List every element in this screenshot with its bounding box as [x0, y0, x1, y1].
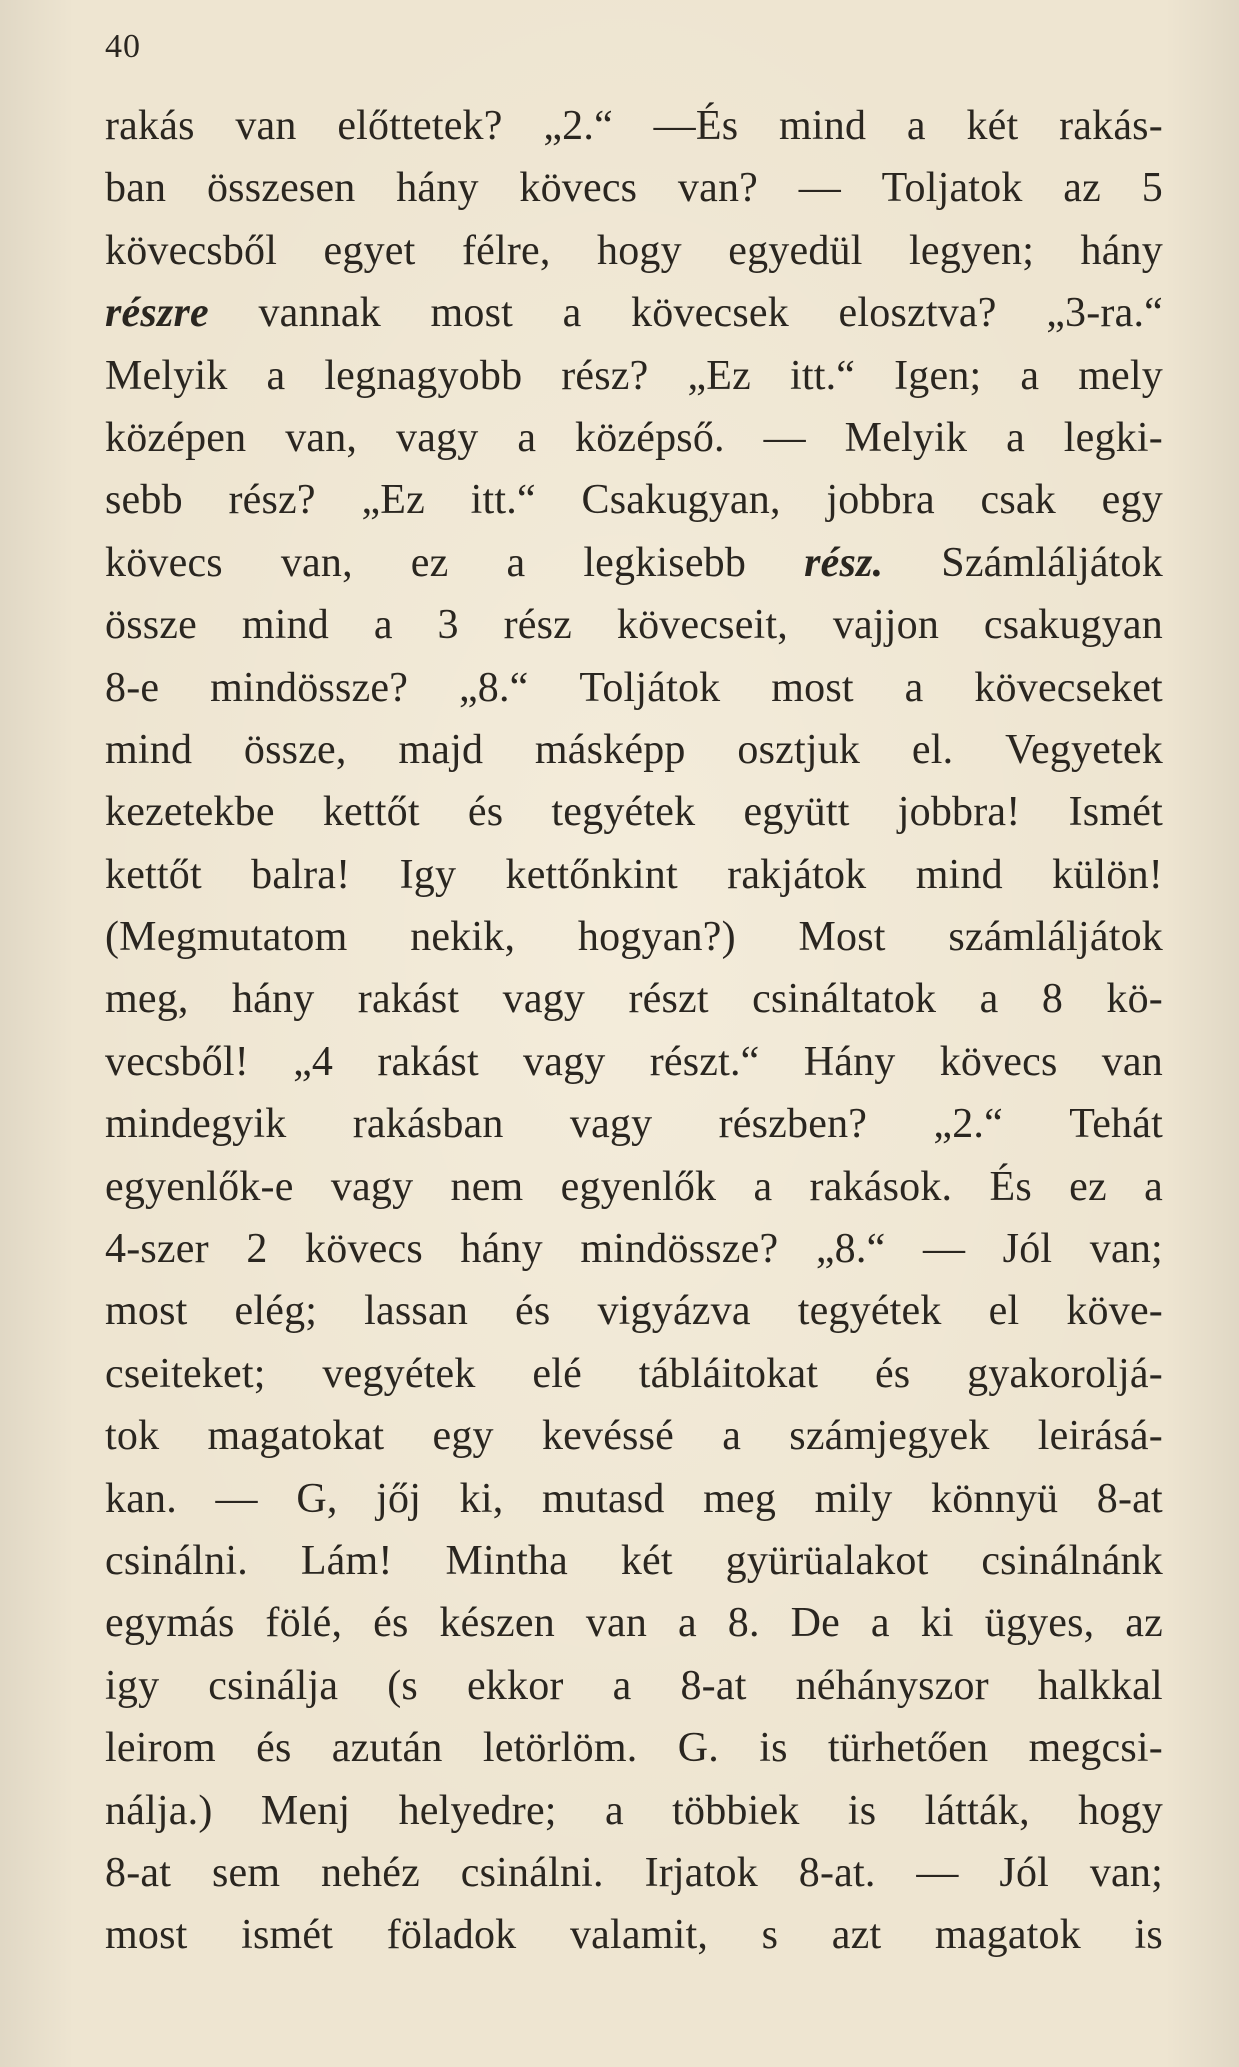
- word: Vegyetek: [1005, 726, 1163, 773]
- word: van?: [677, 165, 758, 212]
- word: —: [916, 1849, 959, 1896]
- word: ki: [920, 1600, 954, 1647]
- word: van: [585, 1600, 648, 1647]
- word: itt.“: [789, 352, 856, 399]
- text-line: [105, 1599, 1163, 1661]
- word: készen: [439, 1600, 555, 1647]
- word: legyen;: [909, 227, 1035, 274]
- text-line: [105, 1412, 1163, 1474]
- word: „2.“: [933, 1101, 1003, 1148]
- word: rakásban: [352, 1101, 504, 1148]
- word: elosztva?: [838, 290, 997, 337]
- word: a: [722, 1413, 742, 1460]
- word: a: [753, 1163, 773, 1210]
- word: vagy: [396, 414, 479, 461]
- word: előttetek?: [337, 103, 503, 149]
- word: kövecs: [305, 1226, 423, 1273]
- word: mindössze?: [580, 1226, 779, 1273]
- word: most: [105, 1288, 188, 1335]
- word: fölé,: [265, 1600, 343, 1647]
- word: mind: [241, 602, 329, 649]
- word: két: [620, 1537, 673, 1584]
- word: a: [604, 1787, 624, 1834]
- word: 8-at: [1096, 1475, 1163, 1522]
- word: „3-ra.“: [1046, 290, 1163, 337]
- word: hány: [1080, 227, 1163, 274]
- word: és: [515, 1288, 551, 1335]
- word: rész?: [561, 352, 649, 399]
- word: az: [1125, 1600, 1163, 1647]
- word: „Ez: [687, 352, 752, 399]
- word: tegyétek: [797, 1288, 942, 1335]
- word: kövecsből: [105, 227, 278, 274]
- text-line: [105, 788, 1163, 850]
- word: Melyik: [105, 352, 228, 399]
- word: És: [989, 1163, 1032, 1210]
- word: kettőt: [322, 789, 420, 836]
- word: Számláljátok: [941, 539, 1163, 586]
- text-line: [105, 414, 1163, 476]
- text-line: [105, 289, 1163, 351]
- word: valamit,: [569, 1912, 709, 1959]
- word: kevéssé: [541, 1413, 674, 1460]
- word: a: [906, 103, 926, 149]
- word: a: [562, 290, 582, 337]
- word: a: [373, 602, 393, 649]
- word: mely: [1078, 352, 1163, 399]
- word: „2.“: [543, 103, 613, 149]
- word: most: [771, 664, 854, 711]
- word: vecsből!: [105, 1038, 249, 1085]
- text-line: [105, 1475, 1163, 1537]
- word: mutasd: [542, 1475, 665, 1522]
- text-line: [105, 726, 1163, 788]
- word: hogy: [597, 227, 682, 274]
- word: balra!: [251, 851, 351, 898]
- word: hány: [396, 165, 479, 212]
- word: csakugyan: [983, 602, 1163, 649]
- word: 3: [437, 602, 459, 649]
- word: ki,: [459, 1475, 504, 1522]
- word: legnagyobb: [324, 352, 523, 399]
- word: kövecs: [105, 539, 223, 586]
- word: számjegyek: [789, 1413, 990, 1460]
- word: Igy: [399, 851, 457, 898]
- word: kövecsek: [631, 290, 789, 337]
- word: rakások.: [809, 1163, 953, 1210]
- word: rakást: [377, 1038, 479, 1085]
- word: osztjuk: [737, 726, 861, 773]
- word: meg,: [105, 976, 189, 1023]
- text-line: [105, 1537, 1163, 1599]
- word: jobbra!: [897, 789, 1021, 836]
- word: is: [759, 1725, 788, 1772]
- word: mindössze?: [210, 664, 409, 711]
- word: a: [904, 664, 924, 711]
- word: el: [988, 1288, 1020, 1335]
- text-line: [105, 164, 1163, 226]
- word: vagy: [330, 1163, 414, 1210]
- word: mind: [915, 851, 1003, 898]
- word: tegyétek: [551, 789, 696, 836]
- word: —: [215, 1475, 258, 1522]
- word: azt: [831, 1912, 882, 1959]
- word: kövecs: [939, 1038, 1058, 1085]
- word: a: [1144, 1163, 1163, 1210]
- word: Igen;: [894, 352, 982, 399]
- word: rész: [503, 602, 573, 649]
- word: Ismét: [1068, 789, 1163, 836]
- word: mindegyik: [105, 1101, 287, 1148]
- word: „Ez: [361, 477, 425, 524]
- word: is: [847, 1787, 877, 1834]
- word: mind: [779, 103, 867, 149]
- word: 5: [1141, 165, 1163, 212]
- word: gyürüalakot: [725, 1537, 929, 1584]
- word: mily: [814, 1475, 893, 1522]
- word: félre,: [461, 227, 551, 274]
- word: Irjatok: [644, 1849, 758, 1896]
- word: —És: [653, 103, 739, 149]
- text-line: [105, 1662, 1163, 1724]
- word: egyet: [323, 227, 416, 274]
- word: kezetekbe: [105, 789, 275, 836]
- word: ban: [105, 165, 167, 212]
- word: föladok: [386, 1912, 517, 1959]
- text-line: [105, 476, 1163, 538]
- word: vigyázva: [597, 1288, 751, 1335]
- word: és: [373, 1600, 409, 1647]
- word: Mintha: [445, 1537, 568, 1584]
- word: a: [517, 414, 537, 461]
- word: s: [761, 1912, 779, 1959]
- text-line: [105, 102, 1163, 164]
- word: látták,: [924, 1787, 1030, 1834]
- word: ez: [1069, 1163, 1107, 1210]
- word: nekik,: [410, 914, 516, 961]
- word: G.: [677, 1725, 719, 1772]
- word: egyedül: [728, 227, 863, 274]
- word: másképp: [534, 726, 686, 773]
- word: legkisebb: [583, 539, 747, 586]
- word: G,: [296, 1475, 338, 1522]
- word: —: [922, 1226, 966, 1273]
- text-line: [105, 664, 1163, 726]
- word: vannak: [258, 290, 381, 337]
- word: 8.: [727, 1600, 760, 1647]
- word: vagy: [523, 1038, 606, 1085]
- word: itt.“: [470, 477, 536, 524]
- word: egymás: [105, 1600, 235, 1647]
- word: kettőnkint: [505, 851, 678, 898]
- word: csinálja: [208, 1662, 339, 1709]
- word: számláljátok: [948, 914, 1163, 961]
- word: a: [870, 1600, 890, 1647]
- word: Hány: [803, 1038, 896, 1085]
- word: vagy: [502, 976, 586, 1023]
- word: van: [235, 103, 297, 149]
- word: is: [1134, 1912, 1163, 1959]
- page-number: 40: [105, 28, 141, 65]
- word: Jól: [999, 1849, 1050, 1896]
- word: „8.“: [458, 664, 529, 711]
- word: kö-: [1106, 976, 1163, 1023]
- word: —: [763, 414, 806, 461]
- text-line: [105, 1350, 1163, 1412]
- word: De: [790, 1600, 840, 1647]
- word: össze: [105, 602, 197, 649]
- word: türhetően: [827, 1725, 989, 1772]
- word: egy: [432, 1413, 494, 1460]
- text-line: [105, 1038, 1163, 1100]
- text-line: [105, 1724, 1163, 1786]
- word: kövecs: [519, 165, 638, 212]
- word: az: [1063, 165, 1101, 212]
- word: hány: [460, 1226, 543, 1273]
- word: a: [979, 976, 999, 1023]
- word: kövecseket: [974, 664, 1163, 711]
- word: hány: [231, 976, 315, 1023]
- word: gyakoroljá-: [967, 1350, 1163, 1397]
- word: csináltatok: [752, 976, 937, 1023]
- word: középen: [105, 414, 247, 461]
- text-line: [105, 1287, 1163, 1349]
- word: (Megmutatom: [105, 914, 348, 961]
- word: a: [266, 352, 286, 399]
- word: Menj: [260, 1787, 351, 1834]
- text-line: [105, 1849, 1163, 1911]
- word: helyedre;: [398, 1787, 557, 1834]
- word: néhányszor: [795, 1662, 989, 1709]
- word: a: [1006, 414, 1025, 461]
- word: köve-: [1066, 1288, 1163, 1335]
- word: jőj: [376, 1475, 422, 1522]
- text-line: [105, 913, 1163, 975]
- word: van;: [1089, 1226, 1163, 1273]
- word: nálja.): [105, 1787, 213, 1834]
- text-line: [105, 1100, 1163, 1162]
- word: 8-at.: [798, 1849, 876, 1896]
- text-line: [105, 352, 1163, 414]
- text-line: [105, 975, 1163, 1037]
- word: 8-at: [105, 1849, 172, 1896]
- word: kan.: [105, 1475, 177, 1522]
- word: nem: [450, 1163, 524, 1210]
- word: 8-e: [105, 664, 160, 711]
- text-line: [105, 1787, 1163, 1849]
- word: Melyik: [844, 414, 968, 461]
- word: megcsi-: [1028, 1725, 1163, 1772]
- text-line: [105, 1911, 1163, 1973]
- word: Csakugyan,: [581, 477, 781, 524]
- word: középső.: [575, 414, 725, 461]
- word: azután: [331, 1725, 443, 1772]
- word: könnyü: [931, 1475, 1059, 1522]
- word: vagy: [569, 1101, 653, 1148]
- word: Toljátok: [579, 664, 721, 711]
- word: lassan: [364, 1288, 469, 1335]
- word: ekkor: [466, 1662, 564, 1709]
- word: halkkal: [1037, 1662, 1163, 1709]
- word: van: [1101, 1038, 1163, 1085]
- word: „4: [293, 1038, 334, 1085]
- word: hogy: [1078, 1787, 1163, 1834]
- word: Most: [798, 914, 886, 961]
- word: többiek: [672, 1787, 800, 1834]
- word: külön!: [1052, 851, 1163, 898]
- word: mind: [105, 726, 193, 773]
- word: 8-at: [680, 1662, 747, 1709]
- word: két: [966, 103, 1019, 149]
- word: rész.: [804, 539, 884, 586]
- word: (s: [387, 1662, 418, 1709]
- word: és: [467, 789, 504, 836]
- word: sebb: [105, 477, 183, 524]
- word: kettőt: [105, 851, 202, 898]
- text-line: [105, 227, 1163, 289]
- word: összesen: [206, 165, 356, 212]
- word: együtt: [743, 789, 850, 836]
- word: letörlöm.: [482, 1725, 638, 1772]
- word: csak: [980, 477, 1056, 524]
- word: rakást: [357, 976, 460, 1023]
- word: magatokat: [207, 1413, 385, 1460]
- word: egyenlők-e: [105, 1163, 294, 1210]
- word: csinálni.: [105, 1537, 248, 1584]
- word: majd: [398, 726, 484, 773]
- word: Toljatok: [881, 165, 1023, 212]
- text-line: [105, 601, 1163, 663]
- word: tok: [105, 1413, 160, 1460]
- text-line: [105, 1163, 1163, 1225]
- text-line: [105, 851, 1163, 913]
- word: hogyan?): [577, 914, 736, 961]
- word: ügyes,: [984, 1600, 1095, 1647]
- word: csinálni.: [460, 1849, 604, 1896]
- word: 4-szer: [105, 1226, 209, 1273]
- word: egyenlők: [560, 1163, 717, 1210]
- word: elé: [532, 1350, 582, 1397]
- word: csinálnánk: [981, 1537, 1163, 1584]
- word: jobbra: [826, 477, 935, 524]
- text-line: [105, 539, 1163, 601]
- word: a: [612, 1662, 632, 1709]
- body-text: [105, 102, 1163, 1974]
- word: rész?: [228, 477, 316, 524]
- word: egy: [1101, 477, 1163, 524]
- word: legki-: [1063, 414, 1163, 461]
- text-line: [105, 1225, 1163, 1287]
- word: 2: [246, 1226, 268, 1273]
- word: elég;: [234, 1288, 318, 1335]
- word: rakás: [105, 103, 195, 149]
- word: vegyétek: [322, 1350, 476, 1397]
- word: sem: [211, 1849, 281, 1896]
- word: van,: [285, 414, 358, 461]
- word: nehéz: [321, 1849, 420, 1896]
- word: van,: [280, 539, 353, 586]
- word: leirásá-: [1037, 1413, 1163, 1460]
- word: most: [105, 1912, 188, 1959]
- word: részre: [105, 290, 209, 337]
- word: igy: [105, 1662, 160, 1709]
- word: és: [256, 1725, 292, 1772]
- word: részt: [628, 976, 709, 1023]
- word: vajjon: [832, 602, 940, 649]
- word: kövecseit,: [616, 602, 788, 649]
- word: össze,: [243, 726, 347, 773]
- word: ez: [410, 539, 449, 586]
- word: —: [798, 165, 841, 212]
- word: tábláitokat: [638, 1350, 819, 1397]
- word: Jól: [1002, 1226, 1053, 1273]
- word: és: [874, 1350, 911, 1397]
- word: részben?: [718, 1101, 868, 1148]
- word: a: [1020, 352, 1040, 399]
- word: Lám!: [300, 1537, 393, 1584]
- word: a: [506, 539, 526, 586]
- word: cseiteket;: [105, 1350, 266, 1397]
- word: ismét: [241, 1912, 334, 1959]
- word: el.: [911, 726, 954, 773]
- word: részt.“: [649, 1038, 760, 1085]
- word: rakjátok: [727, 851, 867, 898]
- word: a: [678, 1600, 697, 1647]
- word: leirom: [105, 1725, 216, 1772]
- word: 8: [1041, 976, 1064, 1023]
- word: Tehát: [1069, 1101, 1163, 1148]
- word: van;: [1089, 1849, 1163, 1896]
- word: magatok: [934, 1912, 1081, 1959]
- word: rakás-: [1059, 103, 1163, 149]
- word: meg: [703, 1475, 777, 1522]
- word: most: [430, 290, 514, 337]
- word: „8.“: [815, 1226, 886, 1273]
